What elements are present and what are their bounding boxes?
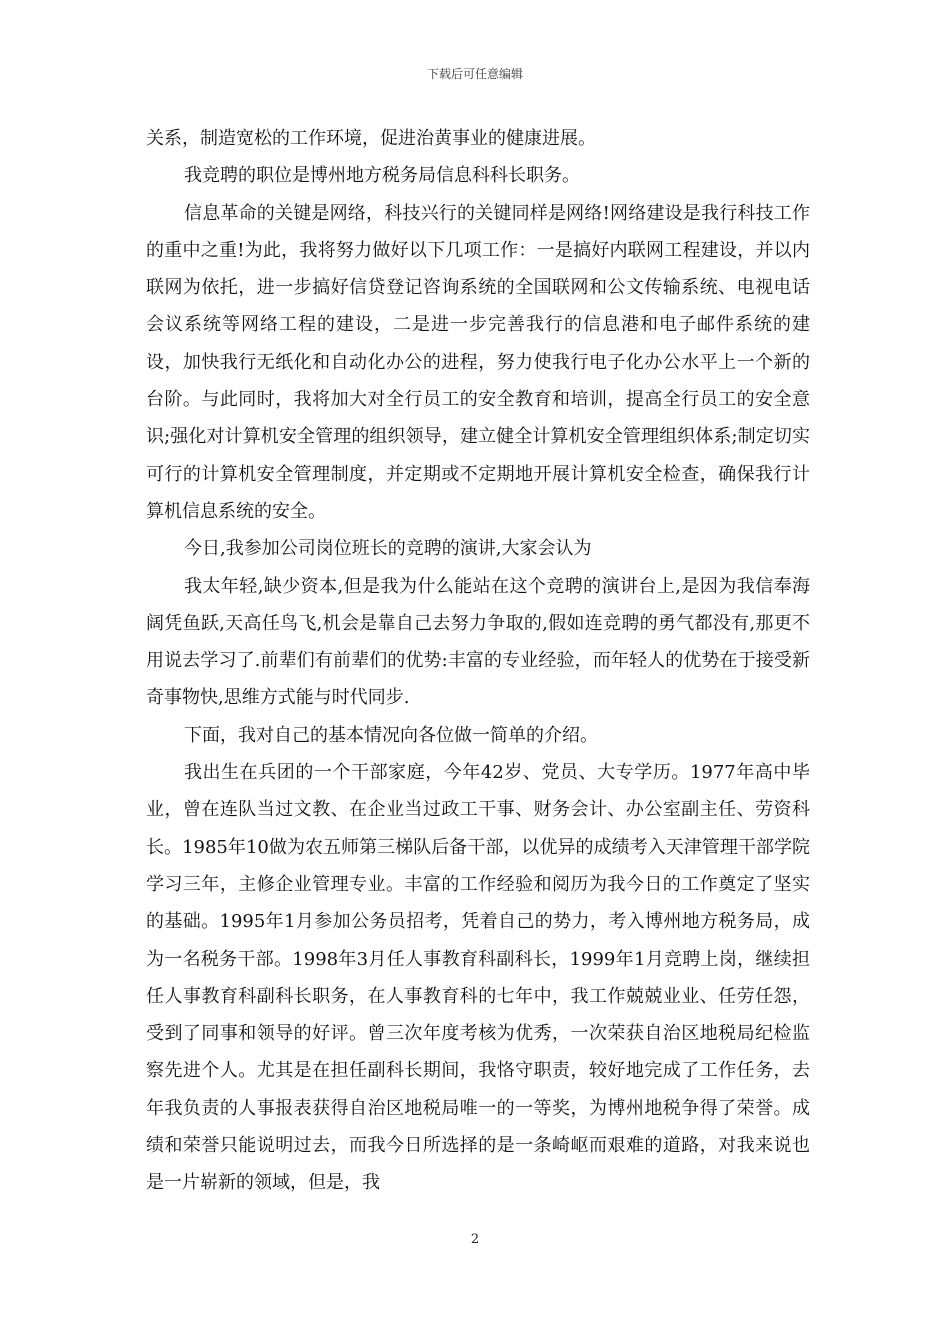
document-body [146,120,810,1202]
paragraph-speech-opening: 今日,我参加公司岗位班长的竞聘的演讲,大家会认为 [184,538,592,560]
paragraph-youth: 我太年轻,缺少资本,但是我为什么能站在这个竞聘的演讲台上,是因为我信奉海阔凭鱼跃,天高任鸟飞,机会是靠自己去努力争取的,假如连竞聘的勇气都没有,那更不用说去学习了.前辈们有前辈们的优势:丰富的专业经验，而年轻人的优势在于接受新奇事物快,思维方式能与时代同步. [146,575,810,709]
paragraph-network-plan: 信息革命的关键是网络，科技兴行的关键同样是网络!网络建设是我行科技工作的重中之重!为此，我将努力做好以下几项工作：一是搞好内联网工程建设，并以内联网为依托，进一步搞好信贷登记咨询系统的全国联网和公文传输系统、电视电话会议系统等网络工程的建设，二是进一步完善我行的信息港和电子邮件系统的建设，加快我行无纸化和自动化办公的进程，努力使我行电子化办公水平上一个新的台阶。与此同时，我将加大对全行员工的安全教育和培训，提高全行员工的安全意识;强化对计算机安全管理的组织领导，建立健全计算机安全管理组织体系;制定切实可行的计算机安全管理制度，并定期或不定期地开展计算机安全检查，确保我行计算机信息系统的安全。 [146,202,810,522]
page-number: 2 [470,1232,480,1247]
paragraph-background: 我出生在兵团的一个干部家庭，今年42岁、党员、大专学历。1977年高中毕业，曾在连队当过文教、在企业当过政工干事、财务会计、办公室副主任、劳资科长。1985年10做为农五师第三梯队后备干部，以优异的成绩考入天津管理干部学院学习三年，主修企业管理专业。丰富的工作经验和阅历为我今日的工作奠定了坚实的基础。1995年1月参加公务员招考，凭着自己的势力，考入博州地方税务局，成为一名税务干部。1998年3月任人事教育科副科长，1999年1月竞聘上岗，继续担任人事教育科副科长职务，在人事教育科的七年中，我工作兢兢业业、任劳任怨，受到了同事和领导的好评。曾三次年度考核为优秀，一次荣获自治区地税局纪检监察先进个人。尤其是在担任副科长期间，我恪守职责，较好地完成了工作任务，去年我负责的人事报表获得自治区地税局唯一的一等奖，为博州地税争得了荣誉。成绩和荣誉只能说明过去，而我今日所选择的是一条崎岖而艰难的道路，对我来说也是一片崭新的领域，但是，我 [146,762,810,1194]
paragraph-position: 我竞聘的职位是博州地方税务局信息科科长职务。 [184,165,580,187]
page-header-note: 下载后可任意编辑 [426,67,523,81]
paragraph-continuation: 关系，制造宽松的工作环境，促进治黄事业的健康进展。 [146,128,596,149]
paragraph-intro: 下面，我对自己的基本情况向各位做一简单的介绍。 [184,724,598,746]
